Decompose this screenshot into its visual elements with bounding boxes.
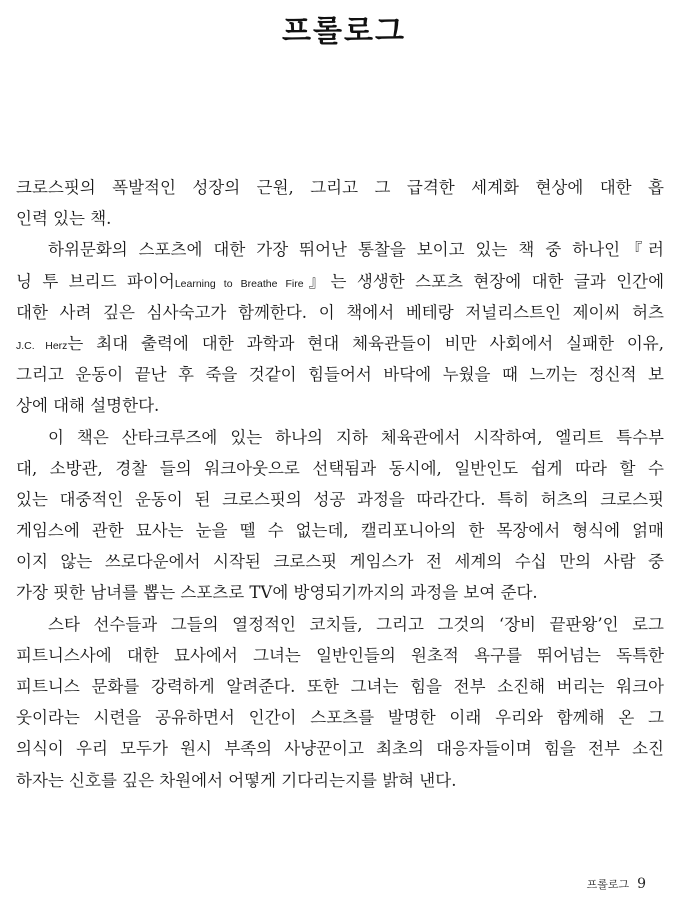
text-line: 크로스핏의 폭발적인 성장의 근원, 그리고 그 급격한 세계화 현상에 대한 흡 [16,178,664,197]
page-title: 프롤로그 [282,14,406,49]
running-header-section: 프롤로그 [586,878,630,891]
text-line: 대, 소방관, 경찰 들의 워크아웃으로 선택됨과 동시에, 일반인도 쉽게 따라 할 수 [16,458,664,478]
text-line: 피트니스사에 대한 묘사에서 그녀는 일반인들의 원초적 욕구를 뛰어넘는 독특한 [16,645,664,665]
text-line [16,328,664,359]
text-line: 피트니스 문화를 강력하게 알려준다. 또한 그녀는 힘을 전부 소진해 버리는 워크아 [16,677,664,696]
text-line: 의식이 우리 모두가 원시 부족의 사냥꾼이고 최초의 대응자들이며 힘을 전부 소진 [16,739,664,759]
text-line: 상에 대해 설명한다. [16,396,160,416]
text-line: 스타 선수들과 그들의 열정적인 코치들, 그리고 그것의 ‘장비 끝판왕’인 로그 [48,614,664,634]
text-line: 게임스에 관한 묘사는 눈을 뗄 수 없는데, 캘리포니아의 한 목장에서 형식에 얽매 [16,521,664,541]
text-line: 하자는 신호를 깊은 차원에서 어떻게 기다리는지를 밝혀 낸다. [16,770,457,790]
page-footer [587,876,646,892]
body-text [16,172,664,796]
text-line: 대한 사려 깊은 심사숙고가 함께한다. 이 책에서 베테랑 저널리스트인 제이씨 허츠 [16,302,664,322]
text-line [16,266,664,297]
author-name-gloss: J.C. Herz [16,339,68,352]
text-line: 있는 대중적인 운동이 된 크로스핏의 성공 과정을 따라간다. 특히 허츠의 크로스핏 [16,489,664,509]
text-line: 그리고 운동이 끝난 후 죽을 것같이 힘들어서 바닥에 누웠을 때 느끼는 정신적 보 [16,365,664,385]
text-line: 이지 않는 쓰로다운에서 시작된 크로스핏 게임스가 전 세계의 수십 만의 사람 중 [16,552,664,572]
text-fragment: 닝 투 브리드 파이어 [16,271,175,291]
page-number: 9 [637,876,646,892]
text-line: 가장 핏한 남녀를 뽑는 스포츠로 TV에 방영되기까지의 과정을 보여 준다. [16,583,538,603]
text-line: 이 책은 산타크루즈에 있는 하나의 지하 체육관에서 시작하여, 엘리트 특수부 [48,427,664,447]
english-title-gloss: Learning to Breathe Fire [174,277,304,290]
text-line: 인력 있는 책. [16,209,112,229]
text-line: 웃이라는 시련을 공유하면서 인간이 스포츠를 발명한 이래 우리와 함께해 온 그 [16,708,664,728]
text-fragment: 』는 생생한 스포츠 현장에 대한 글과 인간에 [303,271,664,291]
text-line: 하위문화의 스포츠에 대한 가장 뛰어난 통찰을 보이고 있는 책 중 하나인『러 [48,240,664,260]
text-fragment: 는 최대 출력에 대한 과학과 현대 체육관들이 비만 사회에서 실패한 이유, [67,333,664,353]
